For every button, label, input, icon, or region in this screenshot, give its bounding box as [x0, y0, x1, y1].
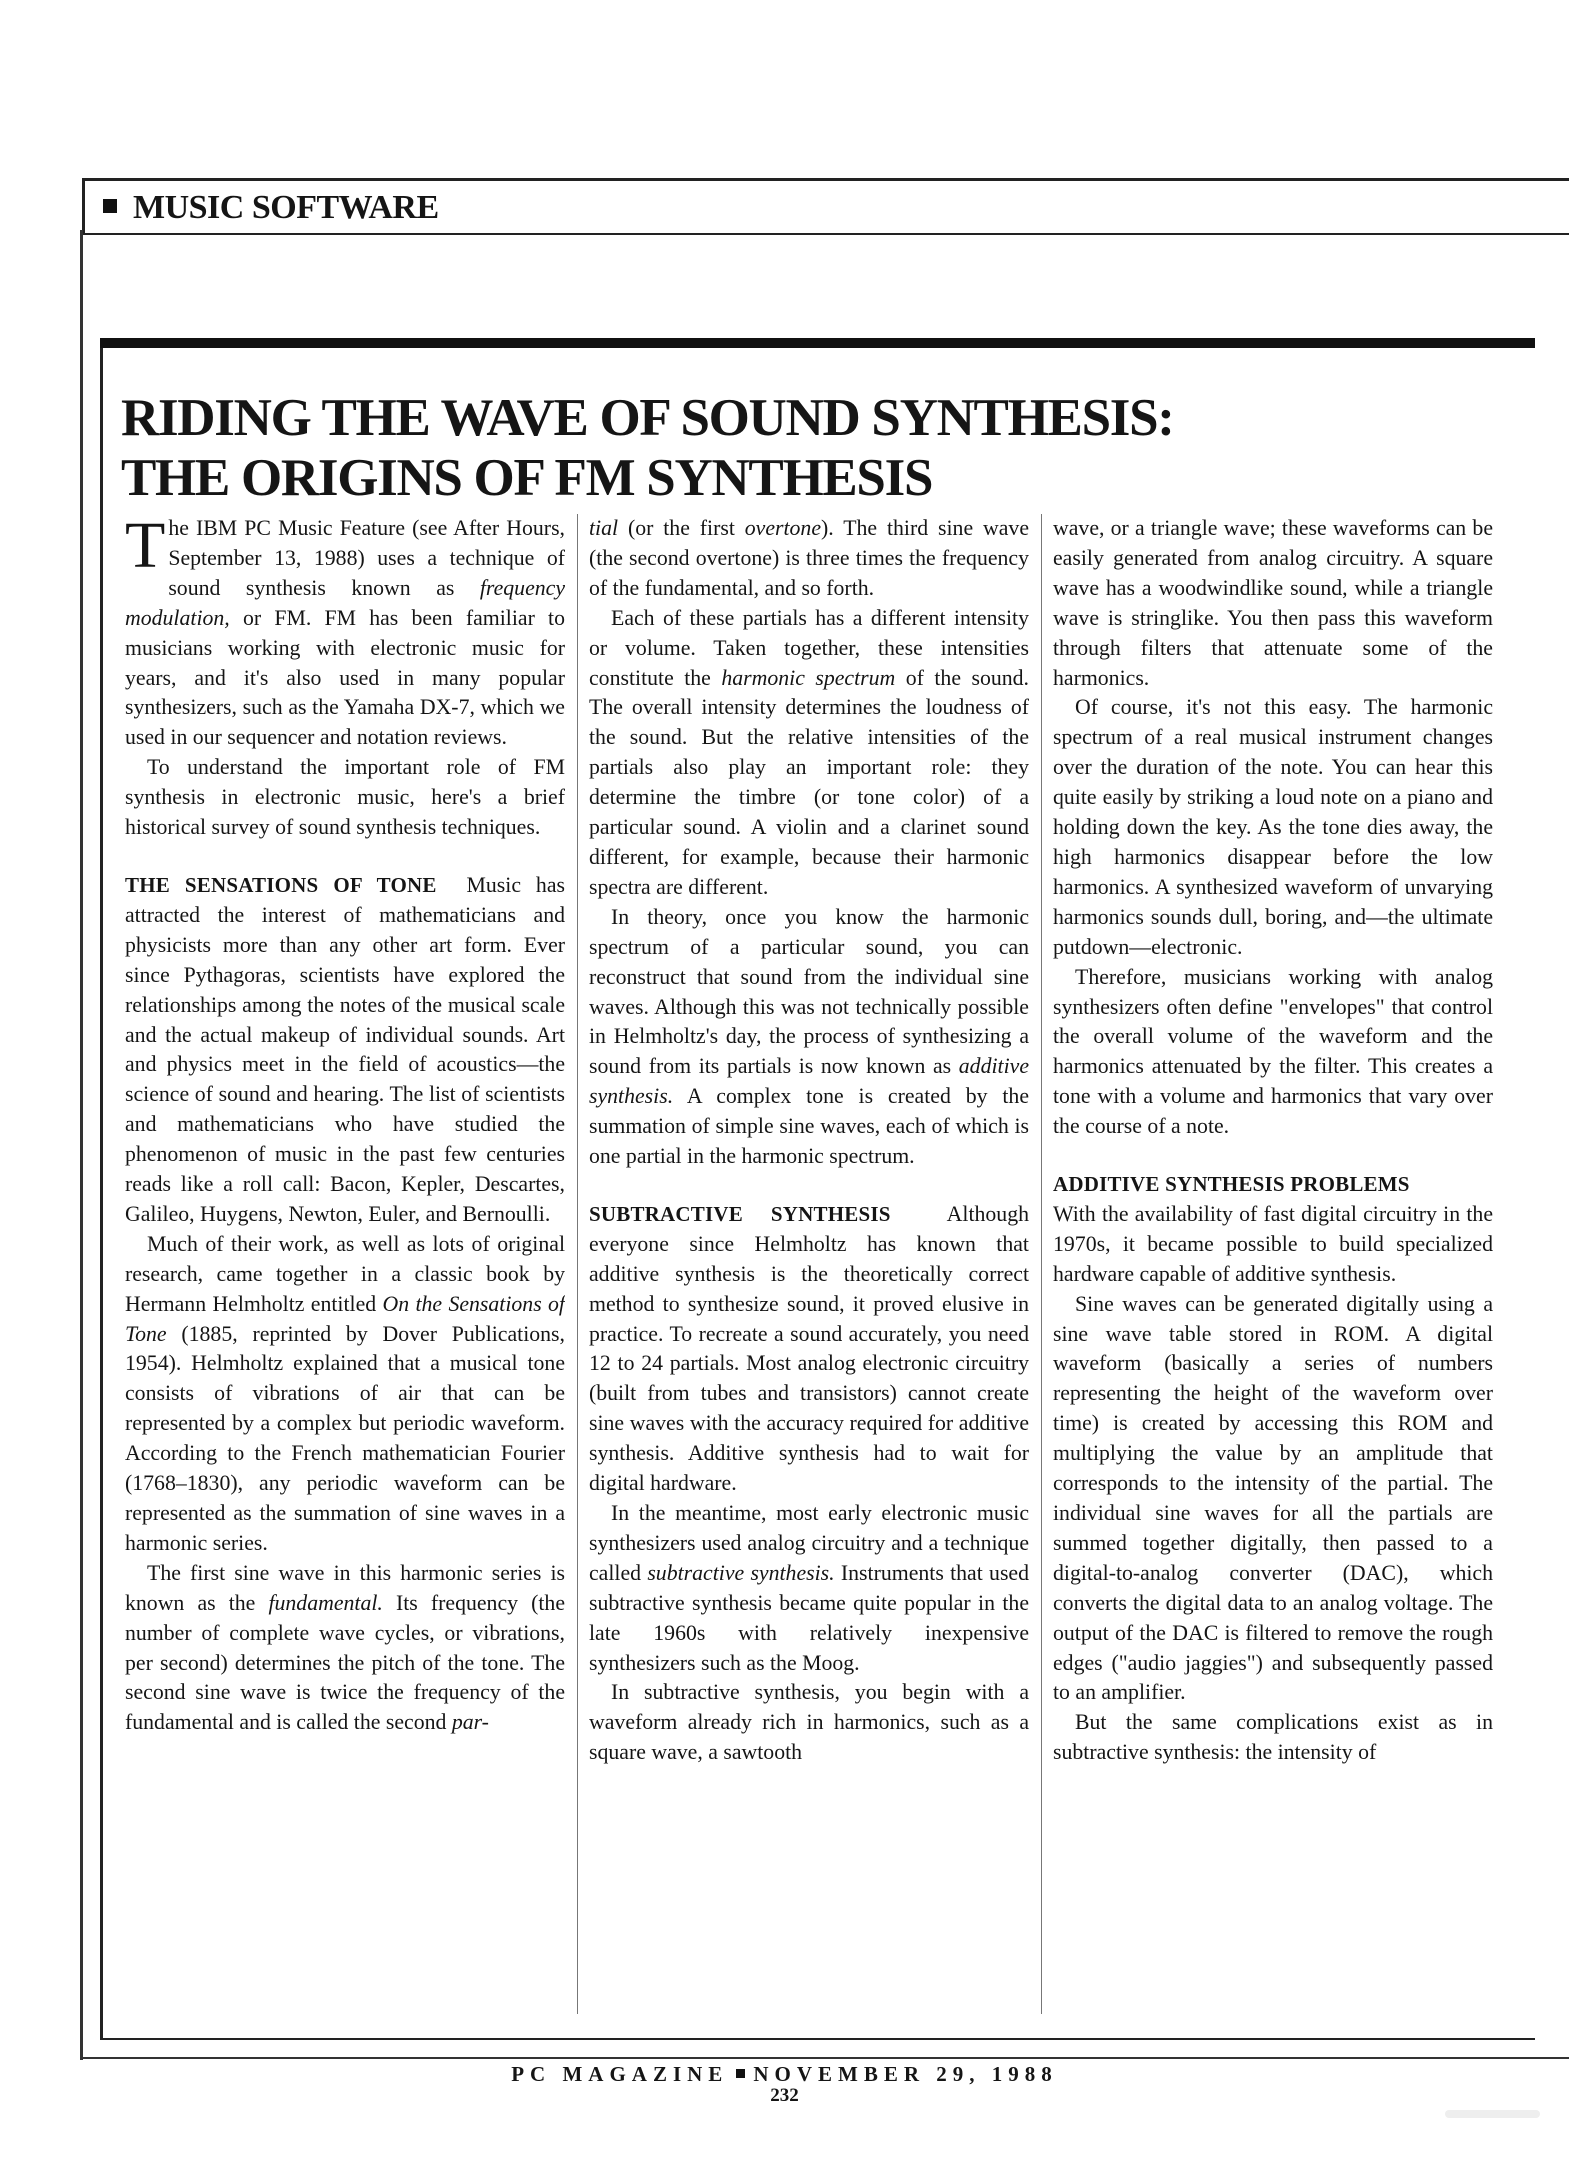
article-column-3 [1053, 514, 1493, 2014]
footer-magazine: PC MAGAZINE [511, 2062, 729, 2086]
paragraph: The first sine wave in this harmonic series is known as the fundamental. Its frequency (the number of complete wave cycles, or vibrations, per second) determines the pitch of the tone. The second sine wave is twice the frequency of the fundamental and is called the second par- [125, 1560, 565, 1735]
column-divider [1041, 514, 1042, 2014]
paragraph: SUBTRACTIVE SYNTHESIS Although everyone since Helmholtz has known that additive synthesis is the theoretically correct method to synthesize sound, it proved elusive in practice. To recreate a sound accurately, you need 12 to 24 partials. Most analog electronic circuitry (built from tubes and transistors) cannot create sine waves with the accuracy required for additive synthesis. Additive synthesis had to wait for digital hardware. [589, 1201, 1029, 1496]
paragraph: But the same complications exist as in subtractive synthesis: the intensity of [1053, 1710, 1493, 1765]
column-divider [577, 514, 578, 2014]
section-label [103, 189, 439, 227]
paragraph: To understand the important role of FM synthesis in electronic music, here's a brief historical survey of sound synthesis techniques. [125, 755, 565, 840]
paragraph: The IBM PC Music Feature (see After Hours, September 13, 1988) uses a technique of sound synthesis known as frequency modulation, or FM. FM has been familiar to musicians working with electronic music for years, and it's also used in many popular synthesizers, such as the Yamaha DX-7, which we used in our sequencer and notation reviews. [125, 514, 565, 750]
article-headline [121, 388, 1521, 508]
page-frame-bottom-rule [80, 2057, 1569, 2059]
headline-line-2: THE ORIGINS OF FM SYNTHESIS [121, 449, 933, 507]
footer-line [0, 2062, 1569, 2087]
subhead: THE SENSATIONS OF TONE [125, 872, 437, 897]
paragraph: In the meantime, most early electronic music synthesizers used analog circuitry and a technique called subtractive synthesis. Instruments that used subtractive synthesis became quite popular in the late 1960s with relatively inexpensive synthesizers such as the Moog. [589, 1501, 1029, 1675]
subhead: SUBTRACTIVE SYNTHESIS [589, 1201, 891, 1226]
article-column-1 [125, 514, 565, 2014]
paragraph: In theory, once you know the harmonic spectrum of a particular sound, you can reconstruct that sound from the individual sine waves. Although this was not technically possible in Helmholtz's day, the process of synthesizing a sound from its partials is now known as additive synthesis. A complex tone is created by the summation of simple sine waves, each of which is one partial in the harmonic spectrum. [589, 904, 1029, 1169]
drop-cap: T [125, 514, 166, 582]
headline-line-1: RIDING THE WAVE OF SOUND SYNTHESIS: [121, 389, 1174, 447]
paragraph: Each of these partials has a different intensity or volume. Taken together, these intensities constitute the harmonic spectrum of the sound. The overall intensity determines the loudness of the sound. But the relative intensities of the partials also play an important role: they determine the timbre (or tone color) of a particular sound. A violin and a clarinet sound different, for example, because their harmonic spectra are different. [589, 605, 1029, 899]
paragraph: tial (or the first overtone). The third sine wave (the second overtone) is three times the frequency of the fundamental, and so forth. [589, 516, 1029, 600]
paragraph: Therefore, musicians working with analog synthesizers often define "envelopes" that control the overall volume of the waveform and the harmonics attenuated by the filter. This creates a tone with a volume and harmonics that vary over the course of a note. [1053, 964, 1493, 1139]
footer-date: NOVEMBER 29, 1988 [753, 2062, 1058, 2086]
article-box [100, 338, 1535, 2040]
bullet-square-icon [103, 199, 117, 213]
page-frame-left-rule [80, 230, 83, 2060]
paragraph: Of course, it's not this easy. The harmonic spectrum of a real musical instrument changes over the duration of the note. You can hear this quite easily by striking a loud note on a piano and holding down the key. As the tone dies away, the high harmonics disappear before the low harmonics. A synthesized waveform of unvarying harmonics sounds dull, boring, and—the ultimate putdown—electronic. [1053, 695, 1493, 959]
section-header-bar [82, 178, 1569, 235]
paragraph: wave, or a triangle wave; these waveforms can be easily generated from analog circuitry. A square wave has a woodwindlike sound, while a triangle wave is stringlike. You then pass this waveform through filters that attenuate some of the harmonics. [1053, 516, 1493, 690]
scan-smudge [1445, 2110, 1540, 2118]
paragraph: Much of their work, as well as lots of original research, came together in a classic book by Hermann Helmholtz entitled On the Sensations of Tone (1885, reprinted by Dover Publications, 1954). Helmholtz explained that a musical tone consists of vibrations of air that can be represented by a complex but periodic waveform. According to the French mathematician Fourier (1768–1830), any periodic waveform can be represented as the summation of sine waves in a harmonic series. [125, 1231, 565, 1555]
article-column-2 [589, 514, 1029, 2014]
paragraph: Sine waves can be generated digitally using a sine wave table stored in ROM. A digital waveform (basically a series of numbers representing the height of the waveform over time) is created by accessing this ROM and multiplying the value by an amplitude that corresponds to the intensity of the partial. The individual sine waves for all the partials are summed together digitally, then passed to a digital-to-analog converter (DAC), which converts the digital data to an analog voltage. The output of the DAC is filtered to remove the rough edges ("audio jaggies") and subsequently passed to an amplifier. [1053, 1291, 1493, 1705]
paragraph: THE SENSATIONS OF TONE Music has attracted the interest of mathematicians and physicists more than any other art form. Ever since Pythagoras, scientists have explored the relationships among the notes of the musical scale and the actual makeup of individual sounds. Art and physics meet in the field of acoustics—the science of sound and hearing. The list of scientists and mathematicians who have studied the phenomenon of music in the past few centuries reads like a roll call: Bacon, Kepler, Descartes, Galileo, Huygens, Newton, Euler, and Bernoulli. [125, 872, 565, 1226]
article-top-rule [100, 338, 1535, 348]
paragraph: ADDITIVE SYNTHESIS PROBLEMS With the availability of fast digital circuitry in the 1970s, it became possible to build specialized hardware capable of additive synthesis. [1053, 1172, 1493, 1286]
footer-bullet-icon [736, 2069, 745, 2078]
subhead: ADDITIVE SYNTHESIS PROBLEMS [1053, 1172, 1410, 1197]
paragraph: In subtractive synthesis, you begin with a waveform already rich in harmonics, such as a square wave, a sawtooth [589, 1680, 1029, 1765]
section-label-text: MUSIC SOFTWARE [133, 189, 439, 226]
page-number: 232 [770, 2085, 799, 2106]
page-footer [0, 2062, 1569, 2107]
